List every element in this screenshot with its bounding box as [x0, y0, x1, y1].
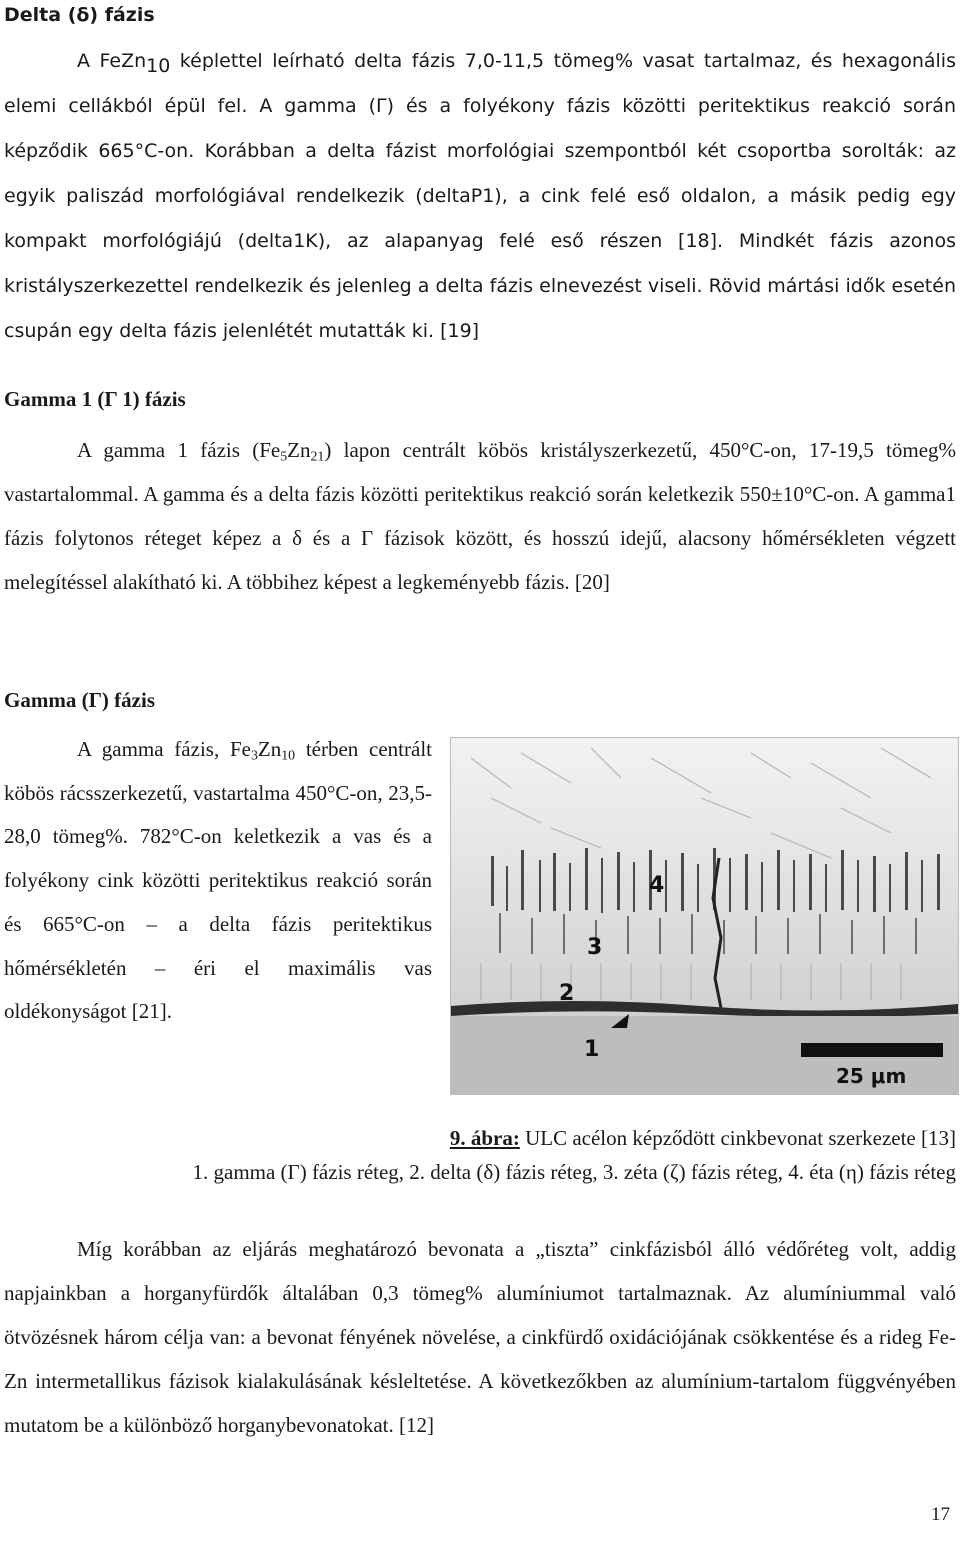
micrograph-label-1: 1	[584, 1037, 600, 1062]
figure-title: ULC acélon képződött cinkbevonat szerkezete [13]	[519, 1126, 956, 1150]
page-number: 17	[931, 1504, 950, 1525]
micrograph-label-3: 3	[587, 935, 603, 960]
scale-bar-label: 25 μm	[836, 1064, 907, 1088]
figure-label: 9. ábra:	[449, 1126, 520, 1150]
micrograph-label-2: 2	[559, 981, 575, 1006]
micrograph-label-4: 4	[649, 873, 665, 898]
final-paragraph: Míg korábban az eljárás meghatározó bevonata a „tiszta” cinkfázisból álló védőréteg volt, addig napjainkban a horganyfürdők általában 0,3 tömeg% alumíniumot tartalmaznak. Az alumíniummal való ötvözésnek három célja van: a bevonat fényének növelése, a cinkfürdő oxidációjának csökkentése és a rideg Fe-Zn intermetallikus fázisok kialakulásának késleltetése. A következőkben az alumínium-tartalom függvényében mutatom be a különböző horganybevonatokat. [12]	[4, 1237, 956, 1437]
micrograph-image	[450, 737, 959, 1095]
delta-paragraph: A FeZn$_{10}$ képlettel leírható delta fázis 7,0-11,5 tömeg% vasat tartalmaz, és hexagonális elemi cellákból épül fel. A gamma (Γ) és a folyékony fázis közötti peritektikus reakció során képződik 665°C-on. Korábban a delta fázist morfológiai szempontból két csoportba sorolták: az egyik paliszád morfológiával rendelkezik (deltaP1), a cink felé eső oldalon, a másik pedig egy kompakt morfológiájú (delta1K), az alapanyag felé eső részen [18]. Mindkét fázis azonos kristályszerkezettel rendelkezik és jelenleg a delta fázis elnevezést viseli. Rövid mártási idők esetén csupán egy delta fázis jelenlétét mutatták ki. [19]	[4, 50, 956, 342]
figure-caption	[0, 1126, 956, 1151]
micrograph-drawing	[451, 738, 958, 1094]
gamma-heading: Gamma (Γ) fázis	[4, 688, 155, 712]
figure-legend: 1. gamma (Γ) fázis réteg, 2. delta (δ) fázis réteg, 3. zéta (ζ) fázis réteg, 4. éta (η) fázis réteg	[192, 1160, 956, 1184]
gamma1-paragraph: A gamma 1 fázis $(Fe_5Zn_{21})$ lapon centrált köbös kristályszerkezetű, 450°C-on, 17-19,5 tömeg% vastartalommal. A gamma és a delta fázis közötti peritektikus reakció során keletkezik 550±10°C-on. A gamma1 fázis folytonos réteget képez a δ és a Γ fázisok között, és hosszú idejű, alacsony hőmérsékleten végzett melegítéssel alakítható ki. A többihez képest a legkeményebb fázis. [20]	[4, 438, 957, 594]
gamma-paragraph: A gamma fázis, $Fe_3Zn_{10}$ térben centrált köbös rácsszerkezetű, vastartalma 450°C-on, 23,5-28,0 tömeg%. 782°C-on keletkezik a vas és a folyékony cink közötti peritektikus reakció során és 665°C-on – a delta fázis peritektikus hőmérsékletén – éri el maximális vas oldékonyságot [21].	[4, 737, 432, 1024]
delta-heading: Delta (δ) fázis	[4, 4, 155, 26]
gamma1-heading: Gamma 1 (Γ 1) fázis	[4, 387, 186, 411]
